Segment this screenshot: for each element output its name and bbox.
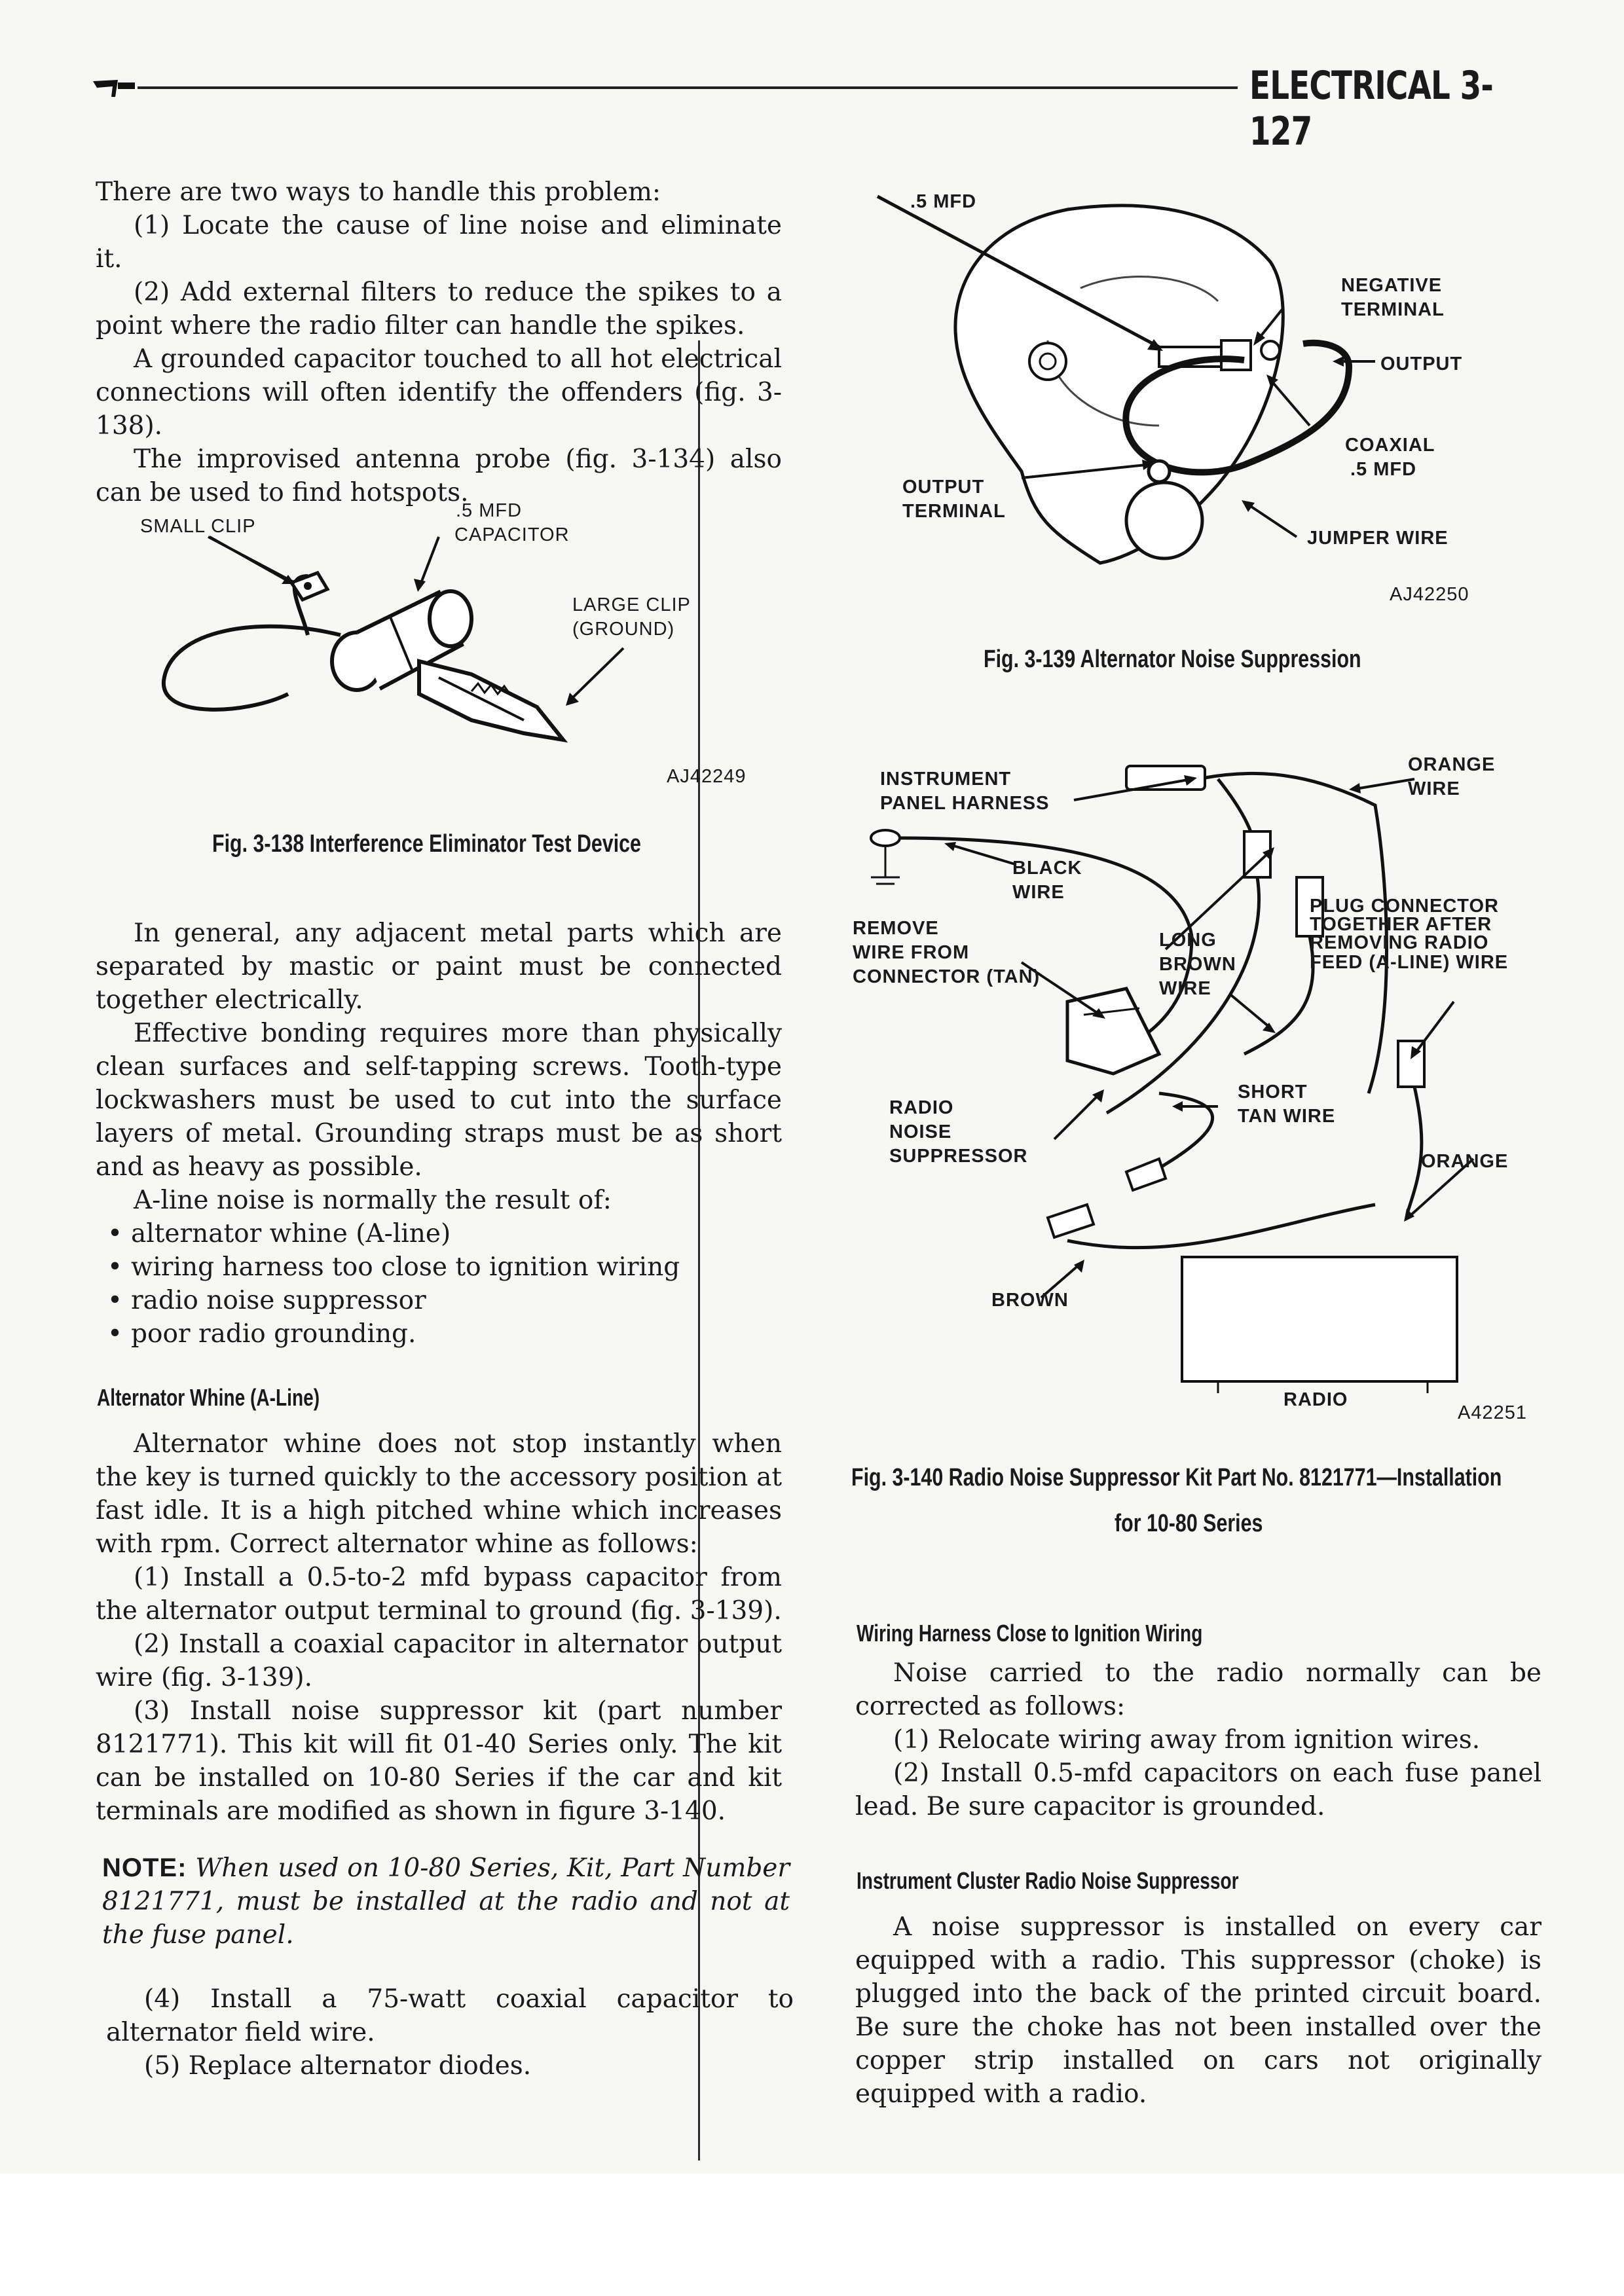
wiring-paragraph: Noise carried to the radio normally can be corrected as follows:: [855, 1658, 1541, 1721]
alternator-whine-heading: Alternator Whine (A-Line): [97, 1384, 320, 1411]
fig140-orange-wire-label-2: WIRE: [1408, 778, 1460, 799]
alternator-step: (2) Install a coaxial capacitor in alternator output wire (fig. 3-139).: [96, 1630, 782, 1692]
fig139-output-terminal-label-1: OUTPUT: [902, 477, 985, 498]
fig139-caption: Fig. 3-139 Alternator Noise Suppression: [984, 646, 1361, 673]
cluster-text: [855, 1910, 1541, 2111]
wiring-step: (2) Install 0.5-mfd capacitors on each fuse panel lead. Be sure capacitor is grounded.: [855, 1758, 1541, 1821]
fig140-radio-label: RADIO: [1283, 1389, 1348, 1410]
final-step: (5) Replace alternator diodes.: [144, 2051, 532, 2081]
fig140-id-label: A42251: [1458, 1402, 1527, 1423]
fig140-caption-line-2: for 10-80 Series: [1115, 1510, 1263, 1537]
ground-terminal-icon: [871, 830, 900, 884]
note-text: When used on 10-80 Series, Kit, Part Number 8121771, must be installed at the radio and not at the fuse panel.: [102, 1853, 790, 1950]
fig140-plug-label-1: PLUG CONNECTOR: [1310, 896, 1499, 917]
brown-connector-icon: [1048, 1159, 1166, 1237]
fig140-short-tan-label-2: TAN WIRE: [1238, 1106, 1336, 1127]
cluster-suppressor-heading: Instrument Cluster Radio Noise Suppressor: [857, 1867, 1239, 1894]
fig140-remove-label-3: CONNECTOR (TAN): [853, 966, 1041, 987]
wiring-text: [855, 1656, 1541, 1823]
wiring-harness-heading: Wiring Harness Close to Ignition Wiring: [857, 1620, 1203, 1647]
list-item: • wiring harness too close to ignition wiring: [96, 1250, 782, 1284]
fig140-radio-noise-label-2: NOISE: [889, 1121, 952, 1142]
bonding-text: [96, 917, 782, 1351]
list-item: • poor radio grounding.: [96, 1317, 782, 1351]
fig138-small-clip-label: SMALL CLIP: [140, 516, 256, 537]
a-line-cause-list: [96, 1217, 782, 1351]
fig-140-drawing: [851, 753, 1545, 1401]
page-bottom-margin: [0, 2174, 1624, 2296]
wiring-step: (1) Relocate wiring away from ignition wires.: [893, 1725, 1481, 1755]
fig140-plug-label-4: FEED (A-LINE) WIRE: [1310, 952, 1509, 973]
fig138-capacitor-label-2: CAPACITOR: [454, 524, 570, 545]
fig140-orange-label: ORANGE: [1421, 1151, 1509, 1172]
fig139-output-terminal-label-2: TERMINAL: [902, 501, 1006, 522]
alternator-step: (1) Install a 0.5-to-2 mfd bypass capacitor from the alternator output terminal to ground (fig. 3-139).: [96, 1563, 782, 1626]
fig139-mfd-label: .5 MFD: [910, 191, 977, 212]
fig138-large-clip-label-2: (GROUND): [572, 619, 675, 640]
fig140-black-wire-label-2: WIRE: [1012, 882, 1065, 903]
fig140-black-wire-label-1: BLACK: [1012, 858, 1082, 879]
alternator-text: [96, 1427, 782, 1828]
bonding-paragraph: In general, any adjacent metal parts which are separated by mastic or paint must be connected together electrically.: [96, 919, 782, 1015]
fig140-remove-label-2: WIRE FROM: [853, 942, 970, 963]
fig140-remove-label-1: REMOVE: [853, 918, 939, 939]
cluster-paragraph: A noise suppressor is installed on every car equipped with a radio. This suppressor (choke) is plugged into the back of the printed circuit board. Be sure the choke has not been installed over the copper strip installed on cars not originally equipped with a radio.: [855, 1912, 1541, 2109]
fig139-negative-label-2: TERMINAL: [1341, 299, 1445, 320]
bonding-paragraph: A-line noise is normally the result of:: [134, 1186, 612, 1215]
fig139-jumper-label: JUMPER WIRE: [1307, 528, 1449, 549]
intro-step-2: (2) Add external filters to reduce the spikes to a point where the radio filter can handle the spikes.: [96, 278, 782, 340]
fig140-caption-line-1: Fig. 3-140 Radio Noise Suppressor Kit Part No. 8121771—Installation: [851, 1464, 1502, 1491]
bonding-paragraph: Effective bonding requires more than physically clean surfaces and self-tapping screws. Tooth-type lockwashers must be used to cut into the surface layers of metal. Grounding straps must be as short and as heavy as possible.: [96, 1019, 782, 1182]
fig139-output-label: OUTPUT: [1380, 354, 1463, 374]
fig140-radio-noise-label-1: RADIO: [889, 1097, 954, 1118]
list-item: • radio noise suppressor: [96, 1284, 782, 1317]
fig140-plug-label-3: REMOVING RADIO: [1310, 932, 1489, 953]
fig140-instrument-label-2: PANEL HARNESS: [880, 793, 1050, 814]
note-block: [102, 1851, 790, 1952]
page-header-title: ELECTRICAL 3-127: [1249, 63, 1494, 155]
intro-paragraph: A grounded capacitor touched to all hot electrical connections will often identify the offenders (fig. 3-138).: [96, 344, 782, 441]
radio-icon: [1182, 1257, 1457, 1393]
intro-paragraph: The improvised antenna probe (fig. 3-134) also can be used to find hotspots.: [96, 445, 782, 507]
intro-text: [96, 175, 782, 509]
fig140-brown-label: BROWN: [991, 1290, 1069, 1311]
fig138-large-clip-label-1: LARGE CLIP: [572, 594, 691, 615]
fig138-caption: Fig. 3-138 Interference Eliminator Test Device: [212, 830, 641, 858]
intro-step-1: (1) Locate the cause of line noise and eliminate it.: [96, 211, 782, 274]
fig139-id-label: AJ42250: [1390, 584, 1469, 605]
fig138-capacitor-label-1: .5 MFD: [456, 500, 523, 521]
fig140-orange-wire-label-1: ORANGE: [1408, 754, 1496, 775]
list-item: • alternator whine (A-line): [96, 1217, 782, 1250]
fig139-coaxial-label-1: COAXIAL: [1345, 435, 1435, 456]
fig140-long-brown-label-3: WIRE: [1159, 978, 1211, 999]
alternator-paragraph: Alternator whine does not stop instantly when the key is turned quickly to the accessory position at fast idle. It is a high pitched whine which increases with rpm. Correct alternator whine as follows:: [96, 1429, 782, 1559]
fig140-instrument-label-1: INSTRUMENT: [880, 769, 1012, 790]
fig140-plug-label-2: TOGETHER AFTER: [1310, 914, 1492, 935]
alternator-step: (3) Install noise suppressor kit (part number 8121771). This kit will fit 01-40 Series only. The kit can be installed on 10-80 Series if the car and kit terminals are modified as shown in figure 3-140.: [96, 1696, 782, 1826]
large-clip-icon: [419, 661, 563, 740]
final-steps-text: [106, 1982, 794, 2083]
fig138-id-label: AJ42249: [667, 766, 747, 787]
fig140-long-brown-label-1: LONG: [1159, 930, 1217, 951]
fig140-short-tan-label-1: SHORT: [1238, 1082, 1308, 1102]
intro-line: There are two ways to handle this problem:: [96, 177, 661, 207]
header-corner-mark: [92, 77, 138, 101]
fig140-long-brown-label-2: BROWN: [1159, 954, 1236, 975]
final-step: (4) Install a 75-watt coaxial capacitor to alternator field wire.: [106, 1984, 794, 2047]
note-label: NOTE:: [102, 1853, 187, 1882]
fig-138-drawing: [131, 537, 589, 746]
header-rule: [138, 86, 1238, 89]
fig139-coaxial-label-2: .5 MFD: [1350, 459, 1417, 480]
fig139-negative-label-1: NEGATIVE: [1341, 275, 1443, 296]
fig140-radio-noise-label-3: SUPPRESSOR: [889, 1146, 1028, 1167]
